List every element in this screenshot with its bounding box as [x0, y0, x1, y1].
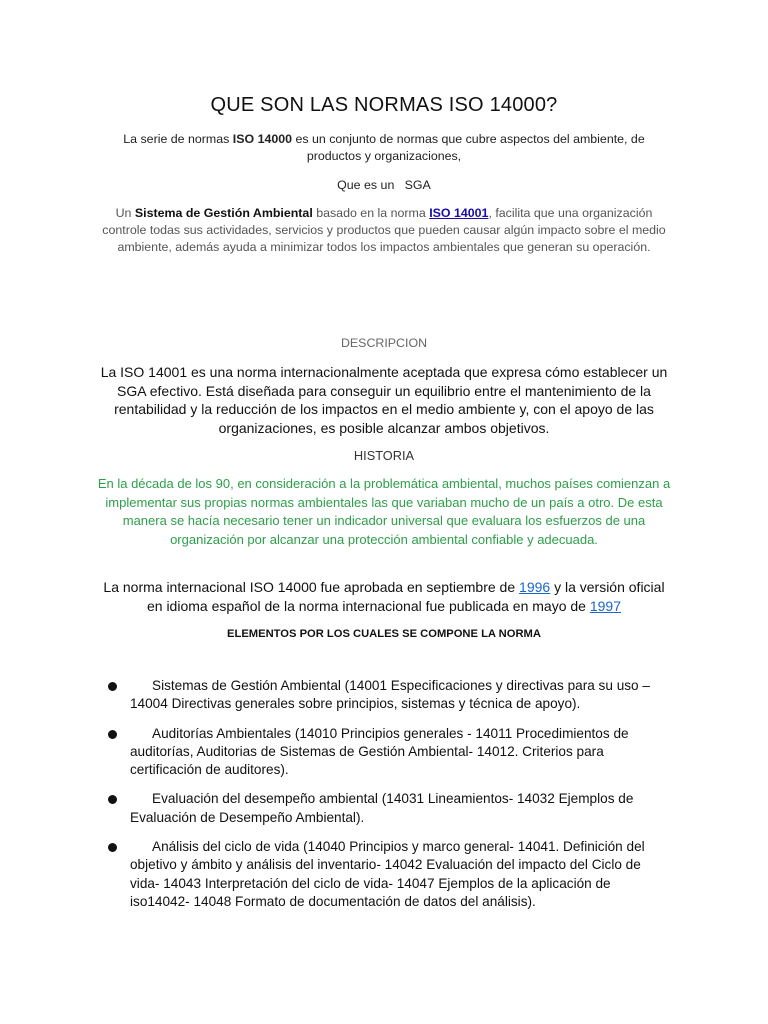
list-item-text: Auditorías Ambientales (14010 Principios generales - 14011 Procedimientos de auditorías, Auditorias de Sistemas de Gestión Ambiental- 14012. Criterios para certificación de auditores).: [130, 725, 629, 778]
elementos-heading: ELEMENTOS POR LOS CUALES SE COMPONE LA NORMA: [227, 628, 541, 640]
list-item: [100, 677, 668, 714]
historia-heading: HISTORIA: [353, 448, 415, 463]
list-item: [100, 725, 668, 780]
year-1996-link[interactable]: 1996: [519, 579, 551, 595]
iso14001-link[interactable]: ISO 14001: [429, 206, 489, 220]
sga-def-after: , facilita que una organización controle todas sus actividades, servicios y productos que pueden causar algún impacto sobre el medio ambiente, además ayuda a minimizar todos los impactos ambientales que generan su operación.: [102, 206, 666, 254]
intro-paragraph: [100, 131, 668, 165]
bullet-icon: [108, 730, 117, 739]
sga-definition-paragraph: [100, 205, 668, 256]
list-item-text: Evaluación del desempeño ambiental (14031 Lineamientos- 14032 Ejemplos de Evaluación de Desempeño Ambiental).: [130, 791, 634, 825]
list-item-text: Análisis del ciclo de vida (14040 Principios y marco general- 14041. Definición del objetivo y ámbito y análisis del inventario- 14042 Evaluación del impacto del Ciclo de vida- 14043 Interpretación del ciclo de vida- 14047 Ejemplos de la aplicación de iso14042- 14048 Formato de documentación de datos del análisis).: [130, 839, 645, 909]
sga-def-middle: basado en la norma: [312, 206, 430, 220]
intro-text-before: La serie de normas: [123, 132, 233, 146]
sga-def-bold: Sistema de Gestión Ambiental: [134, 206, 313, 220]
list-item: [100, 838, 668, 911]
intro-text-after: es un conjunto de normas que cubre aspectos del ambiente, de productos y organizaciones,: [292, 132, 645, 163]
elementos-list: [100, 672, 668, 922]
list-item-text: Sistemas de Gestión Ambiental (14001 Especificaciones y directivas para su uso – 14004 Directivas generales sobre principios, sistemas y técnica de apoyo).: [130, 678, 650, 712]
sga-def-before: Un: [115, 206, 135, 220]
list-item: [100, 790, 668, 827]
aprobacion-middle: y la versión oficial en idioma español de la norma internacional fue publicada en mayo de: [146, 579, 665, 614]
bullet-icon: [108, 795, 117, 804]
bullet-icon: [108, 843, 117, 852]
intro-bold-iso14000: ISO 14000: [232, 132, 293, 146]
year-1997-link[interactable]: 1997: [589, 597, 621, 614]
sga-question: Que es un SGA: [337, 178, 431, 192]
aprobacion-before: La norma internacional ISO 14000 fue aprobada en septiembre de: [103, 579, 520, 595]
page-title: QUE SON LAS NORMAS ISO 14000?: [210, 94, 558, 116]
descripcion-paragraph: La ISO 14001 es una norma internacionalmente aceptada que expresa cómo establecer un SGA efectivo. Está diseñada para conseguir un equilibrio entre el mantenimiento de la rentabilidad y la reducción de los impactos en el medio ambiente y, con el apoyo de las organizaciones, es posible alcanzar ambos objetivos.: [100, 364, 668, 436]
bullet-icon: [108, 682, 117, 691]
historia-paragraph: En la década de los 90, en consideración a la problemática ambiental, muchos países comienzan a implementar sus propias normas ambientales las que variaban mucho de un país a otro. De esta manera se hacía necesario tener un indicador universal que evaluara los esfuerzos de una organización por alcanzar una protección ambiental confiable y adecuada.: [97, 476, 671, 547]
aprobacion-paragraph: [95, 578, 673, 615]
descripcion-heading: DESCRIPCION: [340, 336, 428, 350]
